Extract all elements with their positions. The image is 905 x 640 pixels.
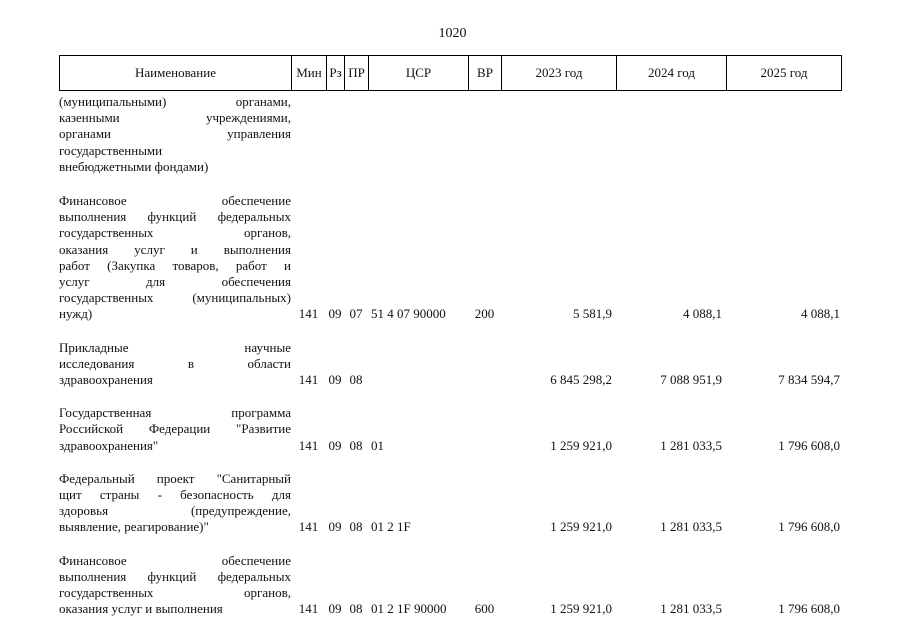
cell-2025: 1 796 608,0 xyxy=(778,519,840,535)
row-name-line: внебюджетными фондами) xyxy=(59,158,209,174)
row-name-line: казенными учреждениями, xyxy=(59,110,291,126)
cell-pr: 08 xyxy=(349,437,363,453)
row-name-line: здоровья (предупреждение, xyxy=(59,503,291,519)
row-name-line: оказания услуг и выполнения xyxy=(59,241,291,257)
row-name-line: услуг для обеспечения xyxy=(59,274,291,290)
cell-min: 141 xyxy=(298,601,319,617)
cell-2024: 1 281 033,5 xyxy=(660,519,722,535)
cell-csr: 01 2 1F 90000 xyxy=(371,601,447,617)
cell-2025: 1 796 608,0 xyxy=(778,601,840,617)
cell-2024: 7 088 951,9 xyxy=(660,372,722,388)
cell-2024: 4 088,1 xyxy=(683,306,722,322)
cell-2024: 1 281 033,5 xyxy=(660,601,722,617)
table-row xyxy=(59,405,842,454)
row-name-line: государственных органов, xyxy=(59,585,291,601)
row-name-line: выполнения функций федеральных xyxy=(59,568,291,584)
cell-pr: 08 xyxy=(349,601,363,617)
row-name-line: щит страны - безопасность для xyxy=(59,487,291,503)
row-name-line: государственных органов, xyxy=(59,225,291,241)
cell-min: 141 xyxy=(298,306,319,322)
row-name-line: государственными xyxy=(59,142,163,158)
cell-vr: 200 xyxy=(474,306,495,322)
row-name-line: Финансовое обеспечение xyxy=(59,193,291,209)
col-header-pr: ПР xyxy=(344,56,368,90)
row-name-line: здравоохранения xyxy=(59,372,153,388)
cell-csr: 01 2 1F xyxy=(371,519,411,535)
row-name-line: Российской Федерации "Развитие xyxy=(59,421,291,437)
cell-min: 141 xyxy=(298,437,319,453)
col-header-vr: ВР xyxy=(468,56,501,90)
cell-pr: 08 xyxy=(349,519,363,535)
row-name xyxy=(59,405,291,454)
cell-2023: 1 259 921,0 xyxy=(550,437,612,453)
cell-rz: 09 xyxy=(328,601,342,617)
table-row xyxy=(59,340,842,389)
cell-2025: 4 088,1 xyxy=(801,306,840,322)
row-name-line: Финансовое обеспечение xyxy=(59,552,291,568)
cell-min: 141 xyxy=(298,372,319,388)
row-name-line: Государственная программа xyxy=(59,405,291,421)
table-row xyxy=(59,94,842,175)
col-header-2023: 2023 год xyxy=(501,56,616,90)
cell-pr: 08 xyxy=(349,372,363,388)
cell-rz: 09 xyxy=(328,306,342,322)
row-name-line: государственных (муниципальных) xyxy=(59,290,291,306)
cell-2023: 1 259 921,0 xyxy=(550,519,612,535)
col-header-2025: 2025 год xyxy=(726,56,842,90)
cell-2023: 1 259 921,0 xyxy=(550,601,612,617)
row-name xyxy=(59,94,291,175)
cell-rz: 09 xyxy=(328,437,342,453)
col-header-rz: Рз xyxy=(326,56,344,90)
cell-2023: 6 845 298,2 xyxy=(550,372,612,388)
cell-2024: 1 281 033,5 xyxy=(660,437,722,453)
row-name-line: органами управления xyxy=(59,126,291,142)
row-name xyxy=(59,340,291,389)
col-header-csr: ЦСР xyxy=(368,56,468,90)
row-name-line: (муниципальными) органами, xyxy=(59,94,291,109)
cell-2023: 5 581,9 xyxy=(573,306,612,322)
table-row xyxy=(59,471,842,536)
row-name xyxy=(59,471,291,536)
row-name xyxy=(59,193,291,323)
row-name-line: Федеральный проект "Санитарный xyxy=(59,470,291,486)
cell-csr: 51 4 07 90000 xyxy=(371,306,446,322)
cell-vr: 600 xyxy=(474,601,495,617)
row-name xyxy=(59,553,291,618)
col-header-name: Наименование xyxy=(59,56,291,90)
table-header xyxy=(59,55,842,91)
row-name-line: оказания услуг и выполнения xyxy=(59,601,223,617)
row-name-line: выявление, реагирование)" xyxy=(59,519,209,535)
row-name-line: здравоохранения" xyxy=(59,437,159,453)
cell-rz: 09 xyxy=(328,519,342,535)
row-name-line: работ (Закупка товаров, работ и xyxy=(59,257,291,273)
cell-csr: 01 xyxy=(371,437,384,453)
cell-2025: 1 796 608,0 xyxy=(778,437,840,453)
table-row xyxy=(59,193,842,323)
cell-rz: 09 xyxy=(328,372,342,388)
page-number: 1020 xyxy=(438,26,467,41)
row-name-line: нужд) xyxy=(59,306,93,322)
table-body xyxy=(59,94,842,634)
row-name-line: исследования в области xyxy=(59,355,291,371)
row-name-line: Прикладные научные xyxy=(59,339,291,355)
cell-min: 141 xyxy=(298,519,319,535)
table-row xyxy=(59,553,842,618)
row-name-line: выполнения функций федеральных xyxy=(59,209,291,225)
col-header-2024: 2024 год xyxy=(616,56,726,90)
cell-2025: 7 834 594,7 xyxy=(778,372,840,388)
cell-pr: 07 xyxy=(349,306,363,322)
col-header-min: Мин xyxy=(291,56,326,90)
